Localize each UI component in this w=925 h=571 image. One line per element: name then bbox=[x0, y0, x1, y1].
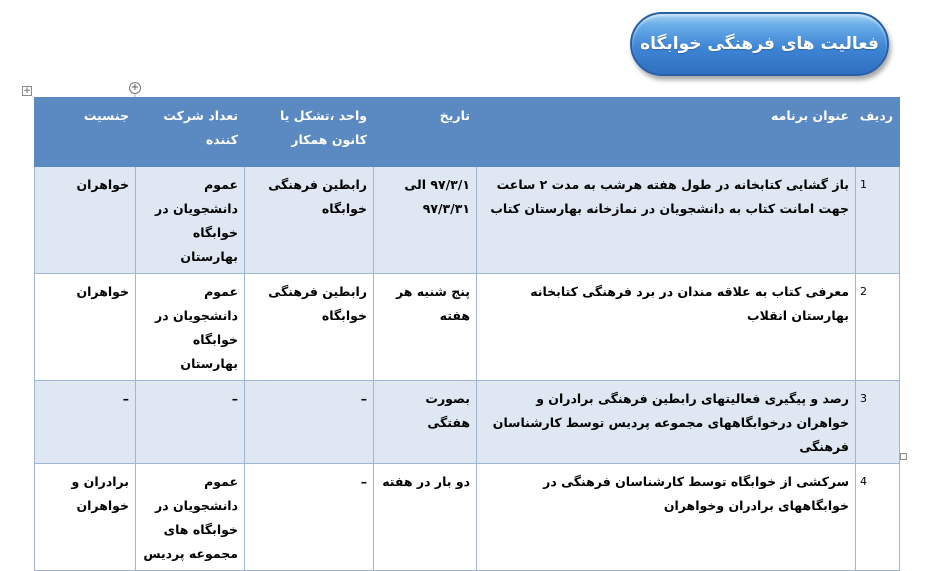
program-participants: عموم دانشجویان در خوابگاه بهارستان bbox=[136, 274, 245, 381]
table-row bbox=[35, 381, 900, 464]
program-unit: – bbox=[245, 464, 374, 571]
row-number: 1 bbox=[856, 167, 900, 274]
table-header-row bbox=[35, 98, 900, 167]
insert-column-icon[interactable]: + bbox=[130, 82, 140, 93]
program-title: سرکشی از خوابگاه توسط کارشناسان فرهنگی در خوابگاههای برادران وخواهران bbox=[477, 464, 856, 571]
program-unit: رابطین فرهنگی خوابگاه bbox=[245, 274, 374, 381]
table-move-handle-icon[interactable]: + bbox=[23, 86, 31, 96]
program-title: معرفی کتاب به علاقه مندان در برد فرهنگی کتابخانه بهارستان انقلاب bbox=[477, 274, 856, 381]
program-unit: رابطین فرهنگی خوابگاه bbox=[245, 167, 374, 274]
programs-table-container bbox=[34, 97, 899, 571]
program-unit: – bbox=[245, 381, 374, 464]
program-gender: – bbox=[35, 381, 136, 464]
row-number: 4 bbox=[856, 464, 900, 571]
program-date: دو بار در هفته bbox=[374, 464, 477, 571]
program-date: پنج شنبه هر هفته bbox=[374, 274, 477, 381]
row-number: 2 bbox=[856, 274, 900, 381]
program-participants: عموم دانشجویان در خوابگاه بهارستان bbox=[136, 167, 245, 274]
program-gender: خواهران bbox=[35, 167, 136, 274]
page-title: فعالیت های فرهنگی خوابگاه bbox=[630, 12, 889, 76]
program-gender: خواهران bbox=[35, 274, 136, 381]
header-row-number: ردیف bbox=[856, 98, 900, 167]
header-program-title: عنوان برنامه bbox=[477, 98, 856, 167]
program-title: باز گشایی کتابخانه در طول هفته هرشب به مدت ۲ ساعت جهت امانت کتاب به دانشجویان در نمازخانه بهارستان کتاب bbox=[477, 167, 856, 274]
program-participants: عموم دانشجویان در خوابگاه های مجموعه پردیس bbox=[136, 464, 245, 571]
programs-table bbox=[34, 97, 900, 571]
program-date: ۹۷/۳/۱ الی ۹۷/۳/۳۱ bbox=[374, 167, 477, 274]
table-row bbox=[35, 464, 900, 571]
table-resize-handle[interactable] bbox=[900, 453, 907, 460]
program-gender: برادران و خواهران bbox=[35, 464, 136, 571]
program-date: بصورت هفتگی bbox=[374, 381, 477, 464]
program-participants: – bbox=[136, 381, 245, 464]
row-number: 3 bbox=[856, 381, 900, 464]
table-row bbox=[35, 274, 900, 381]
header-unit: واحد ،تشکل یا کانون همکار bbox=[245, 98, 374, 167]
table-row bbox=[35, 167, 900, 274]
header-participants: تعداد شرکت کننده bbox=[136, 98, 245, 167]
header-gender: جنسیت bbox=[35, 98, 136, 167]
program-title: رصد و پیگیری فعالیتهای رابطین فرهنگی برادران و خواهران درخوابگاههای مجموعه پردیس توسط کارشناسان فرهنگی bbox=[477, 381, 856, 464]
header-date: تاریخ bbox=[374, 98, 477, 167]
